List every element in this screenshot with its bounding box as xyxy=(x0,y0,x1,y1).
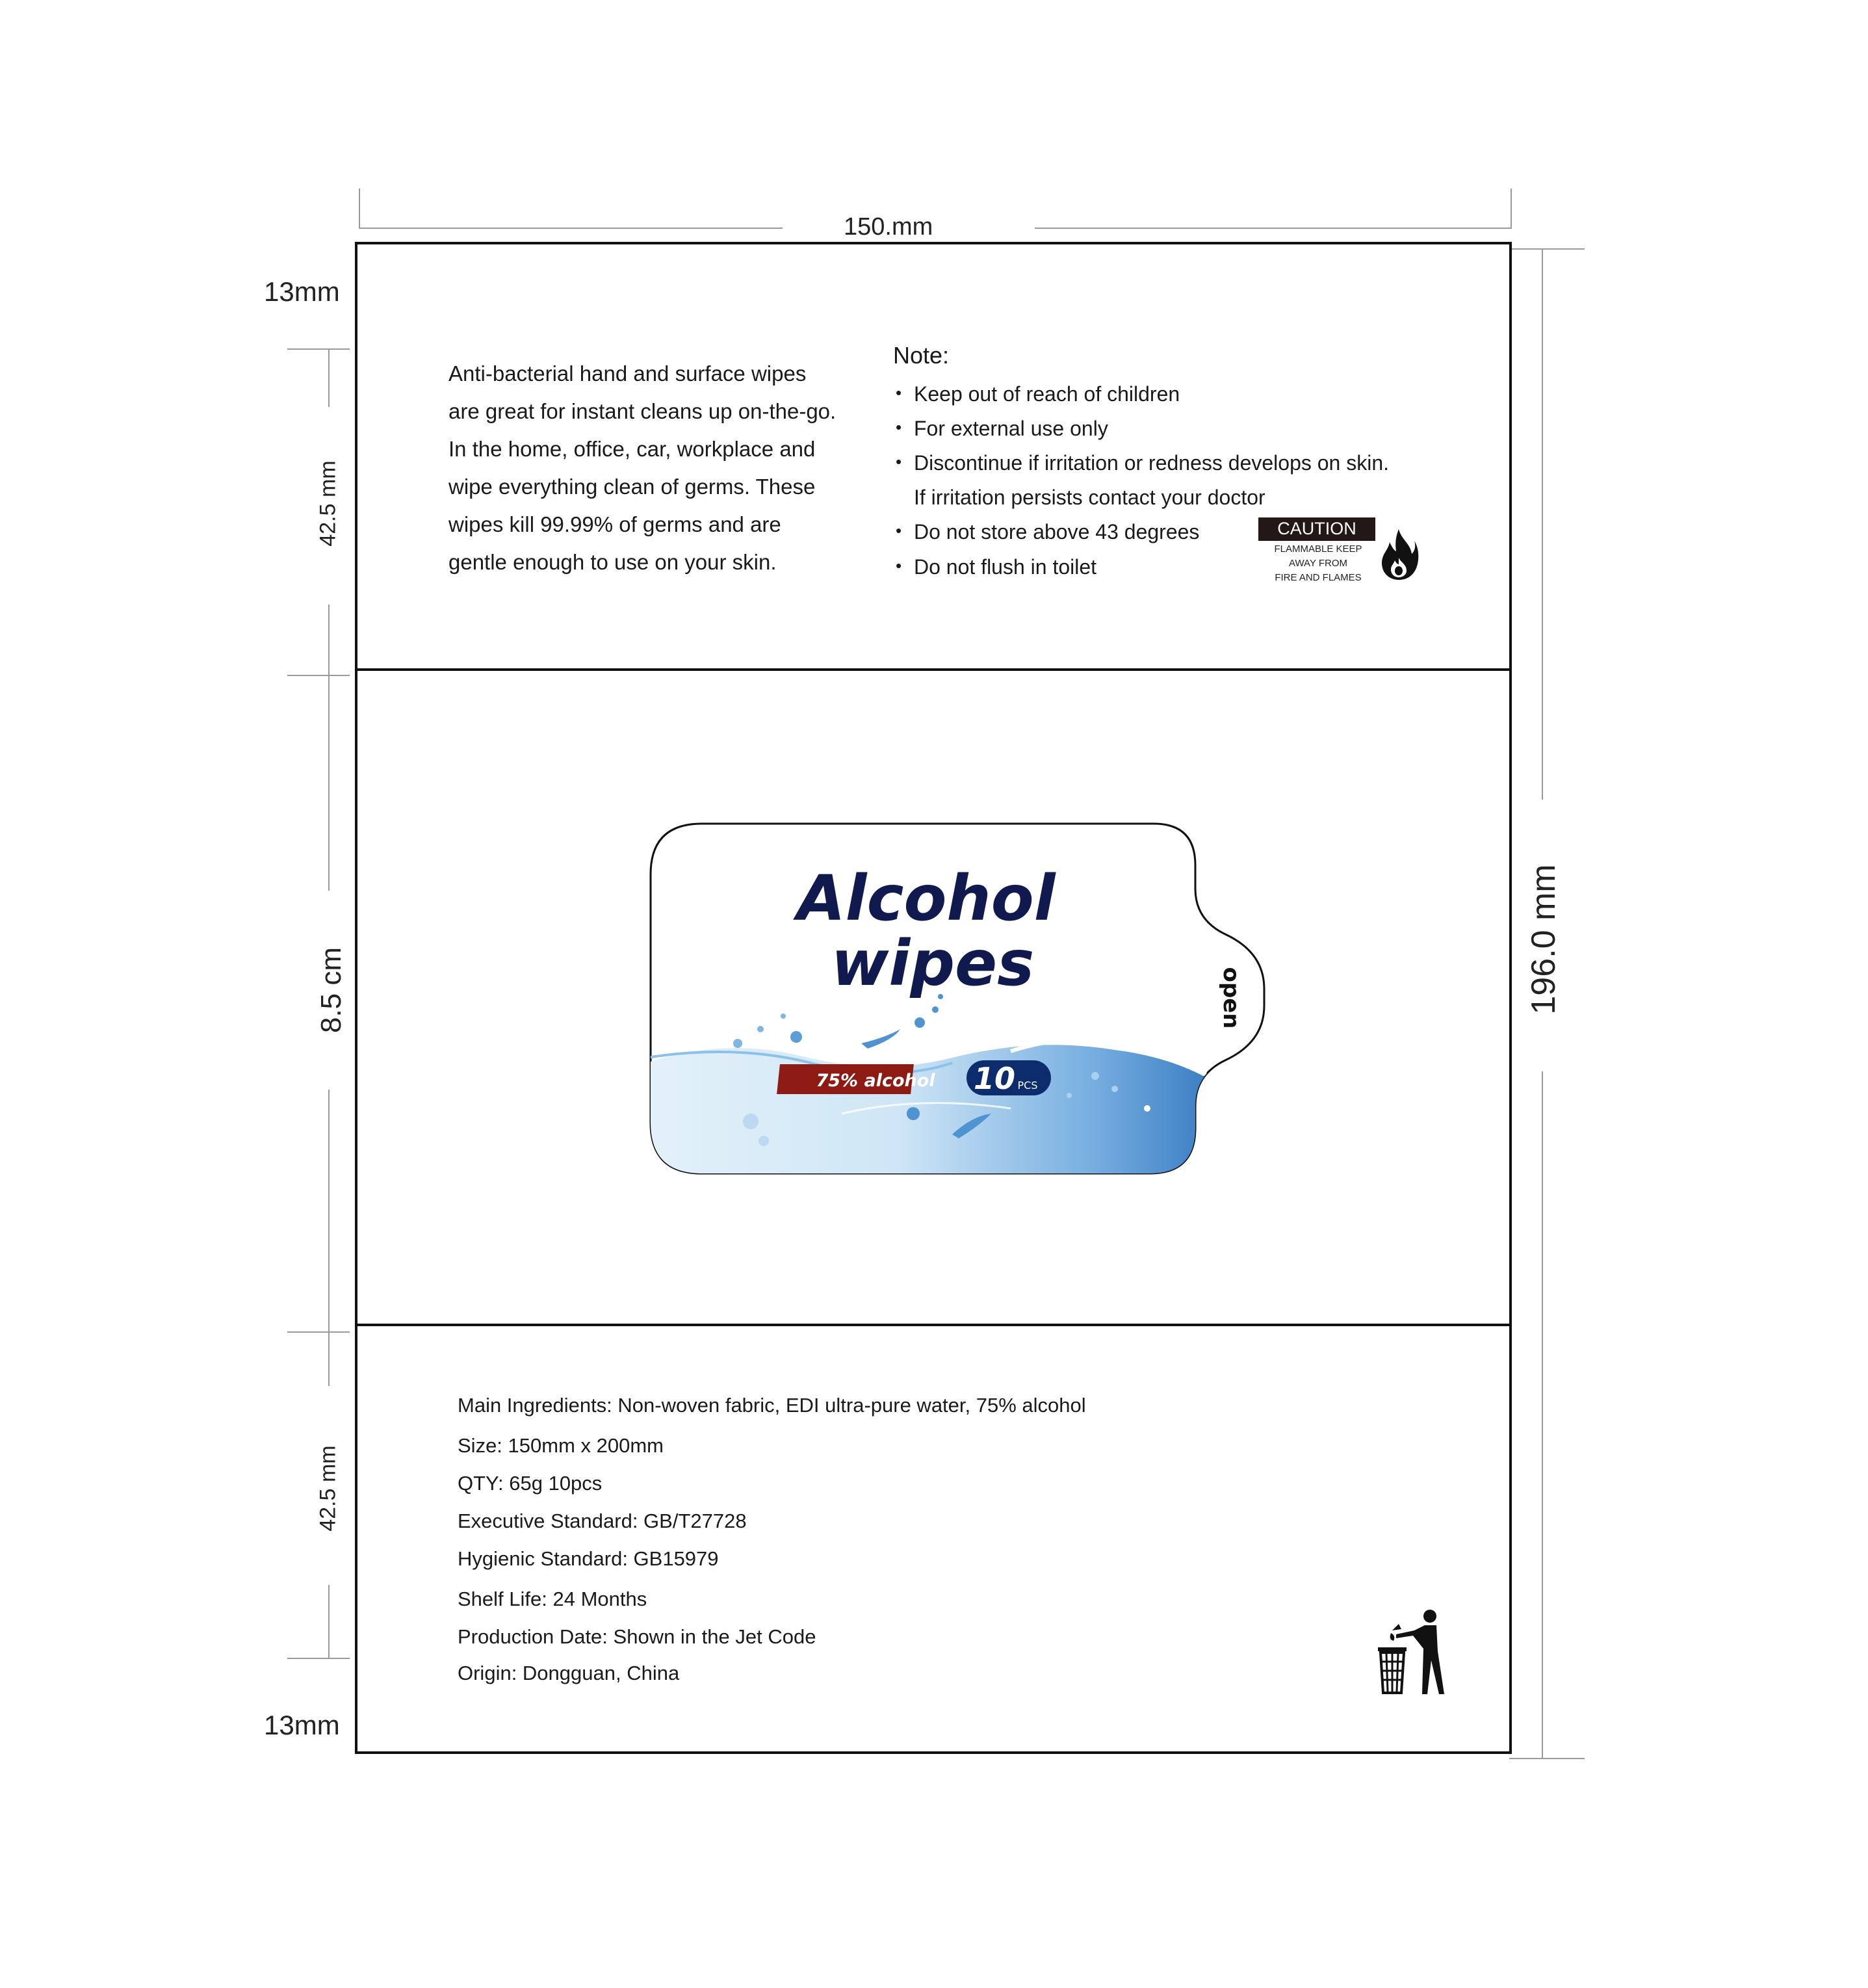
open-tab-label: open xyxy=(1218,967,1244,1029)
width-tick-right xyxy=(1511,189,1512,229)
seg3-tick-bottom xyxy=(287,1658,350,1659)
description-line: In the home, office, car, workplace and xyxy=(448,437,816,461)
middle-panel-dimension-label: 8.5 cm xyxy=(315,947,347,1034)
count-unit: PCS xyxy=(1017,1079,1038,1092)
description-line: are great for instant cleans up on-the-go. xyxy=(448,399,837,423)
product-description xyxy=(448,355,890,581)
height-tick-bottom xyxy=(1509,1758,1585,1759)
width-line-right xyxy=(1035,228,1512,229)
fold-line-top xyxy=(355,668,1512,671)
seg2-line-top xyxy=(328,675,330,891)
height-line-bottom xyxy=(1542,1071,1543,1759)
note-item: • Do not flush in toilet xyxy=(896,555,1097,579)
spec-line: Executive Standard: GB/T27728 xyxy=(458,1510,747,1532)
note-title: Note: xyxy=(893,342,950,369)
spec-line: Shelf Life: 24 Months xyxy=(458,1588,647,1610)
seg3-line-top xyxy=(328,1331,330,1386)
spec-line: Size: 150mm x 200mm xyxy=(458,1434,664,1457)
seg2-tick-top xyxy=(287,675,350,676)
seg3-tick-top xyxy=(287,1331,350,1333)
trash-disposal-icon xyxy=(1377,1610,1448,1697)
width-line-left xyxy=(359,228,783,229)
seg1-line-top xyxy=(328,348,330,407)
note-continuation: If irritation persists contact your doctor xyxy=(914,486,1265,509)
caution-line: AWAY FROM xyxy=(1289,558,1347,569)
seg1-tick-top xyxy=(287,348,350,350)
label-title-line1: Alcohol xyxy=(797,862,1056,935)
flame-icon xyxy=(1379,528,1420,581)
width-tick-left xyxy=(359,189,360,229)
spec-line: Main Ingredients: Non-woven fabric, EDI ultra-pure water, 75% alcohol xyxy=(458,1394,1086,1417)
fold-line-bottom xyxy=(355,1324,1512,1326)
note-item: • Keep out of reach of children xyxy=(896,382,1180,406)
width-dimension-label: 150.mm xyxy=(844,213,933,241)
description-line: wipe everything clean of germs. These xyxy=(448,475,816,499)
seg2-line-bottom xyxy=(328,1090,330,1333)
bottom-panel-dimension-label: 42.5 mm xyxy=(315,1445,341,1532)
spec-line: Hygienic Standard: GB15979 xyxy=(458,1547,719,1570)
seg1-line-bottom xyxy=(328,605,330,676)
description-line: Anti-bacterial hand and surface wipes xyxy=(448,361,807,386)
spec-line: Origin: Dongguan, China xyxy=(458,1662,680,1684)
caution-line: FIRE AND FLAMES xyxy=(1275,572,1362,583)
label-title-line2: wipes xyxy=(831,927,1035,1000)
alcohol-badge: 75% alcohol xyxy=(816,1071,935,1091)
seg3-line-bottom xyxy=(328,1585,330,1659)
bottom-margin-label: 13mm xyxy=(264,1710,340,1740)
description-line: gentle enough to use on your skin. xyxy=(448,550,777,574)
note-item: • Do not store above 43 degrees xyxy=(896,520,1200,543)
caution-text xyxy=(1253,542,1383,585)
caution-line: FLAMMABLE KEEP xyxy=(1274,543,1362,555)
note-item: • Discontinue if irritation or redness develops on skin. xyxy=(896,451,1390,475)
count-number: 10 xyxy=(973,1061,1016,1096)
spec-line: QTY: 65g 10pcs xyxy=(458,1472,603,1495)
top-margin-label: 13mm xyxy=(264,276,340,307)
height-line-top xyxy=(1542,248,1543,800)
opening-label[interactable] xyxy=(647,822,1271,1181)
top-panel-dimension-label: 42.5 mm xyxy=(315,460,341,547)
description-line: wipes kill 99.99% of germs and are xyxy=(448,512,781,536)
spec-line: Production Date: Shown in the Jet Code xyxy=(458,1625,816,1648)
caution-label: CAUTION xyxy=(1258,517,1375,541)
height-dimension-label: 196.0 mm xyxy=(1525,864,1563,1015)
height-tick-top xyxy=(1509,248,1585,250)
note-item: • For external use only xyxy=(896,417,1108,440)
